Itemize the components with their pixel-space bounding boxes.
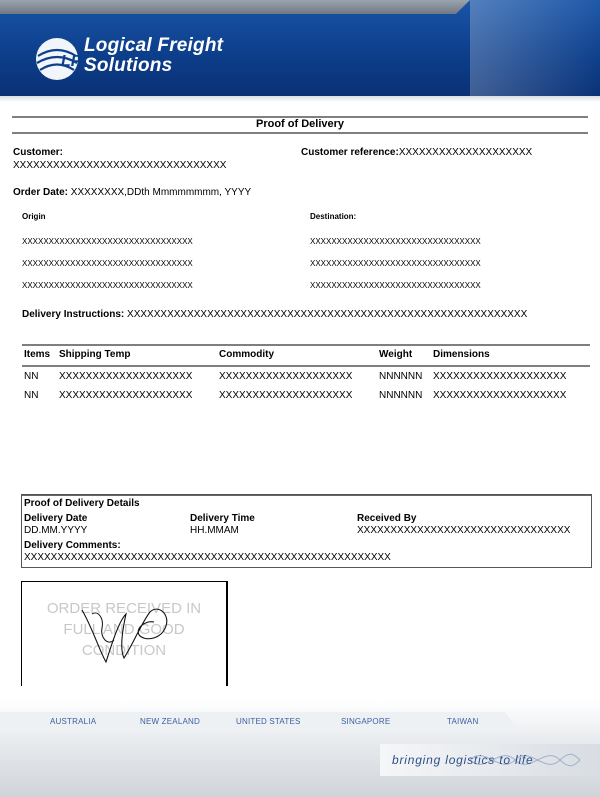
title-rule-bottom	[12, 132, 588, 134]
delivery-instructions	[22, 309, 527, 320]
order-date	[13, 187, 251, 198]
delivery-date-value: DD.MM.YYYY	[24, 525, 88, 536]
table-rule-top	[22, 344, 590, 346]
country-taiwan: TAIWAN	[447, 717, 479, 726]
table-cell-commodity: XXXXXXXXXXXXXXXXXXXX	[219, 371, 353, 382]
signature-scribble	[62, 592, 192, 667]
delivery-instructions-label: Delivery Instructions:	[22, 309, 125, 320]
stamp-line-1: ORDER RECEIVED IN	[46, 600, 202, 617]
header-top-tab	[0, 0, 470, 14]
customer-label: Customer:	[13, 147, 64, 158]
origin-line-1: XXXXXXXXXXXXXXXXXXXXXXXXXXXXXXXX	[22, 237, 193, 246]
table-header-items: Items	[24, 349, 51, 360]
stamp-line-2: FULL AND GOOD	[63, 621, 185, 638]
received-by-value: XXXXXXXXXXXXXXXXXXXXXXXXXXXXXXXX	[357, 525, 571, 536]
table-cell-dimensions: XXXXXXXXXXXXXXXXXXXX	[433, 390, 567, 401]
customer-reference-value: XXXXXXXXXXXXXXXXXXXX	[398, 147, 533, 158]
destination-line-1: XXXXXXXXXXXXXXXXXXXXXXXXXXXXXXXX	[310, 237, 481, 246]
country-singapore: SINGAPORE	[341, 717, 391, 726]
table-rule-header	[22, 365, 590, 367]
destination-line-3: XXXXXXXXXXXXXXXXXXXXXXXXXXXXXXXX	[310, 281, 481, 290]
delivery-instructions-value: XXXXXXXXXXXXXXXXXXXXXXXXXXXXXXXXXXXXXXXXXXXXXXXXXXXXXXXXXXXX	[127, 309, 528, 320]
table-cell-weight: NNNNNN	[379, 371, 423, 382]
table-header-dimensions: Dimensions	[433, 349, 490, 360]
company-logo-icon	[34, 36, 92, 82]
origin-line-3: XXXXXXXXXXXXXXXXXXXXXXXXXXXXXXXX	[22, 281, 193, 290]
table-cell-commodity: XXXXXXXXXXXXXXXXXXXX	[219, 390, 353, 401]
table-cell-shipping-temp: XXXXXXXXXXXXXXXXXXXX	[59, 371, 193, 382]
table-cell-items: NN	[24, 390, 39, 401]
table-cell-shipping-temp: XXXXXXXXXXXXXXXXXXXX	[59, 390, 193, 401]
destination-label: Destination:	[310, 212, 357, 221]
company-name-line2: Solutions	[84, 55, 173, 76]
delivery-time-label: Delivery Time	[190, 513, 255, 524]
delivery-time-value: HH.MMAM	[190, 525, 239, 536]
country-united-states: UNITED STATES	[236, 717, 301, 726]
stamp-line-3: CONDITION	[81, 642, 167, 659]
pod-section-title: Proof of Delivery Details	[24, 498, 140, 509]
delivery-date-label: Delivery Date	[24, 513, 88, 524]
country-australia: AUSTRALIA	[50, 717, 97, 726]
received-by-label: Received By	[357, 513, 417, 524]
customer-reference	[301, 147, 532, 158]
origin-line-2: XXXXXXXXXXXXXXXXXXXXXXXXXXXXXXXX	[22, 259, 193, 268]
document-title: Proof of Delivery	[255, 118, 345, 130]
origin-label: Origin	[22, 212, 46, 221]
destination-line-2: XXXXXXXXXXXXXXXXXXXXXXXXXXXXXXXX	[310, 259, 481, 268]
delivery-comments-label: Delivery Comments:	[24, 540, 121, 551]
company-name-line1: Logical Freight	[84, 35, 224, 56]
table-cell-items: NN	[24, 371, 39, 382]
table-header-commodity: Commodity	[219, 349, 274, 360]
order-date-label: Order Date:	[13, 187, 69, 198]
order-date-value: XXXXXXXX,DDth Mmmmmmmm, YYYY	[70, 187, 252, 198]
company-name	[84, 36, 223, 76]
pod-box-top-line	[22, 495, 591, 496]
company-slogan: bringing logistics to life	[392, 753, 534, 767]
country-new-zealand: NEW ZEALAND	[140, 717, 200, 726]
delivery-comments-value: XXXXXXXXXXXXXXXXXXXXXXXXXXXXXXXXXXXXXXXXXXXXXXXXXXXXXXX	[24, 552, 391, 563]
header-fade	[0, 96, 600, 102]
table-cell-dimensions: XXXXXXXXXXXXXXXXXXXX	[433, 371, 567, 382]
header-shine	[470, 0, 600, 96]
table-header-shipping-temp: Shipping Temp	[59, 349, 131, 360]
header-banner	[0, 0, 600, 96]
table-header-weight: Weight	[379, 349, 413, 360]
customer-value: XXXXXXXXXXXXXXXXXXXXXXXXXXXXXXXX	[13, 160, 227, 171]
table-cell-weight: NNNNNN	[379, 390, 423, 401]
customer-reference-label: Customer reference:	[301, 147, 399, 158]
logo-letters: LFS	[61, 53, 92, 70]
signature-box	[21, 581, 228, 686]
pod-details-box	[21, 494, 592, 568]
